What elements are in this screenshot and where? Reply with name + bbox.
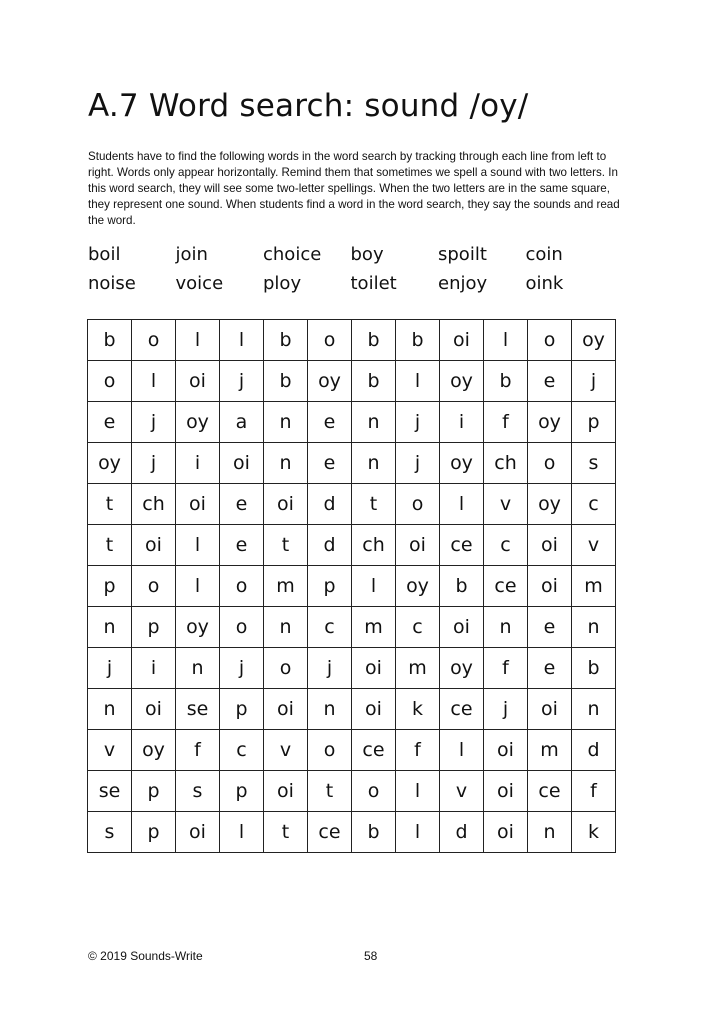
grid-cell: ce <box>308 812 352 853</box>
grid-cell: oi <box>352 689 396 730</box>
grid-cell: j <box>132 402 176 443</box>
grid-cell: l <box>396 812 440 853</box>
grid-cell: i <box>440 402 484 443</box>
grid-cell: s <box>572 443 616 484</box>
grid-row <box>88 443 616 484</box>
page-title: A.7 Word search: sound /oy/ <box>88 88 529 124</box>
grid-cell: oi <box>484 812 528 853</box>
grid-cell: oi <box>528 566 572 607</box>
grid-cell: oy <box>572 320 616 361</box>
grid-cell: c <box>396 607 440 648</box>
grid-cell: oi <box>528 525 572 566</box>
copyright-footer: © 2019 Sounds-Write <box>88 949 203 963</box>
word-list-item: toilet <box>350 273 397 294</box>
grid-cell: o <box>264 648 308 689</box>
grid-cell: oi <box>484 771 528 812</box>
grid-cell: se <box>88 771 132 812</box>
grid-row <box>88 484 616 525</box>
grid-cell: ch <box>352 525 396 566</box>
grid-cell: e <box>220 484 264 525</box>
grid-cell: j <box>220 361 264 402</box>
grid-cell: o <box>220 566 264 607</box>
grid-cell: n <box>572 689 616 730</box>
word-list-item: noise <box>88 273 136 294</box>
grid-row <box>88 648 616 689</box>
grid-cell: b <box>352 361 396 402</box>
grid-cell: d <box>572 730 616 771</box>
grid-cell: o <box>132 566 176 607</box>
grid-cell: oi <box>396 525 440 566</box>
grid-cell: ce <box>440 689 484 730</box>
word-list-item: oink <box>525 273 564 294</box>
grid-cell: oi <box>176 484 220 525</box>
grid-cell: oy <box>528 402 572 443</box>
grid-cell: f <box>396 730 440 771</box>
grid-cell: l <box>396 771 440 812</box>
grid-cell: p <box>132 812 176 853</box>
grid-row <box>88 730 616 771</box>
grid-cell: oy <box>308 361 352 402</box>
grid-cell: n <box>572 607 616 648</box>
grid-cell: j <box>396 443 440 484</box>
grid-cell: m <box>352 607 396 648</box>
word-list-item: coin <box>525 244 563 265</box>
grid-cell: b <box>352 320 396 361</box>
grid-cell: oy <box>440 361 484 402</box>
grid-cell: e <box>528 607 572 648</box>
grid-cell: l <box>440 484 484 525</box>
grid-cell: i <box>176 443 220 484</box>
grid-cell: k <box>572 812 616 853</box>
grid-cell: f <box>572 771 616 812</box>
grid-cell: j <box>572 361 616 402</box>
grid-cell: p <box>132 607 176 648</box>
grid-cell: oi <box>440 607 484 648</box>
grid-cell: l <box>176 525 220 566</box>
grid-cell: a <box>220 402 264 443</box>
page-number: 58 <box>364 949 378 963</box>
grid-cell: p <box>308 566 352 607</box>
grid-cell: o <box>308 320 352 361</box>
grid-cell: v <box>572 525 616 566</box>
grid-cell: o <box>308 730 352 771</box>
grid-cell: i <box>132 648 176 689</box>
grid-row <box>88 689 616 730</box>
grid-cell: b <box>440 566 484 607</box>
grid-cell: p <box>132 771 176 812</box>
grid-row <box>88 812 616 853</box>
grid-cell: p <box>220 689 264 730</box>
grid-cell: m <box>572 566 616 607</box>
grid-cell: e <box>528 361 572 402</box>
grid-cell: o <box>528 443 572 484</box>
grid-cell: e <box>528 648 572 689</box>
grid-cell: oi <box>264 689 308 730</box>
grid-row <box>88 771 616 812</box>
grid-cell: ce <box>484 566 528 607</box>
word-list-item: voice <box>175 273 224 294</box>
grid-cell: j <box>220 648 264 689</box>
grid-cell: v <box>440 771 484 812</box>
grid-cell: e <box>88 402 132 443</box>
grid-cell: d <box>308 484 352 525</box>
grid-cell: v <box>264 730 308 771</box>
grid-cell: l <box>132 361 176 402</box>
grid-cell: oy <box>396 566 440 607</box>
grid-cell: e <box>308 402 352 443</box>
grid-row <box>88 361 616 402</box>
grid-cell: e <box>308 443 352 484</box>
word-list-item: ploy <box>263 273 302 294</box>
grid-cell: t <box>308 771 352 812</box>
grid-cell: n <box>264 402 308 443</box>
word-list <box>88 243 628 296</box>
grid-cell: c <box>484 525 528 566</box>
word-list-item: spoilt <box>438 244 487 265</box>
grid-row <box>88 525 616 566</box>
grid-cell: ch <box>132 484 176 525</box>
grid-cell: e <box>220 525 264 566</box>
grid-cell: l <box>220 320 264 361</box>
grid-cell: b <box>264 361 308 402</box>
grid-cell: k <box>396 689 440 730</box>
grid-cell: s <box>176 771 220 812</box>
grid-cell: ch <box>484 443 528 484</box>
grid-row <box>88 402 616 443</box>
grid-cell: o <box>528 320 572 361</box>
grid-cell: l <box>176 320 220 361</box>
grid-cell: c <box>572 484 616 525</box>
grid-row <box>88 566 616 607</box>
grid-cell: f <box>176 730 220 771</box>
grid-cell: t <box>264 812 308 853</box>
grid-cell: l <box>484 320 528 361</box>
word-list-item: boy <box>350 244 384 265</box>
grid-cell: l <box>220 812 264 853</box>
grid-cell: n <box>176 648 220 689</box>
grid-cell: p <box>88 566 132 607</box>
grid-cell: oi <box>484 730 528 771</box>
grid-cell: oy <box>440 648 484 689</box>
grid-cell: oi <box>264 771 308 812</box>
grid-cell: o <box>352 771 396 812</box>
grid-cell: oy <box>88 443 132 484</box>
grid-row <box>88 320 616 361</box>
grid-cell: oi <box>352 648 396 689</box>
grid-cell: c <box>308 607 352 648</box>
grid-cell: m <box>264 566 308 607</box>
grid-cell: f <box>484 648 528 689</box>
grid-cell: n <box>484 607 528 648</box>
grid-cell: t <box>88 484 132 525</box>
grid-cell: o <box>132 320 176 361</box>
grid-cell: se <box>176 689 220 730</box>
grid-cell: oi <box>264 484 308 525</box>
grid-cell: b <box>88 320 132 361</box>
grid-cell: b <box>396 320 440 361</box>
grid-cell: oi <box>440 320 484 361</box>
grid-cell: oy <box>528 484 572 525</box>
grid-cell: oi <box>220 443 264 484</box>
grid-cell: l <box>176 566 220 607</box>
grid-cell: n <box>88 689 132 730</box>
grid-cell: n <box>308 689 352 730</box>
grid-cell: t <box>88 525 132 566</box>
grid-cell: v <box>88 730 132 771</box>
grid-cell: d <box>308 525 352 566</box>
grid-cell: n <box>264 607 308 648</box>
grid-cell: b <box>264 320 308 361</box>
grid-cell: oy <box>176 607 220 648</box>
instructions-paragraph: Students have to find the following words in the word search by tracking through each line from left to right. Words only appear horizontally. Remind them that sometimes we spell a sound with two letters. In this word search, they will see some two-letter spellings. When the two letters are in the same square, they represent one sound. When students find a word in the word search, they say the sounds and read the word. <box>88 150 620 227</box>
word-list-item: enjoy <box>438 273 488 294</box>
grid-cell: t <box>352 484 396 525</box>
grid-cell: n <box>88 607 132 648</box>
grid-cell: oi <box>528 689 572 730</box>
grid-cell: ce <box>352 730 396 771</box>
grid-cell: b <box>484 361 528 402</box>
grid-cell: ce <box>440 525 484 566</box>
grid-cell: oi <box>132 689 176 730</box>
grid-cell: j <box>132 443 176 484</box>
grid-cell: l <box>440 730 484 771</box>
word-list-item: join <box>175 244 208 265</box>
grid-cell: oi <box>176 361 220 402</box>
word-search-grid <box>87 319 616 853</box>
grid-cell: l <box>352 566 396 607</box>
grid-cell: j <box>484 689 528 730</box>
grid-cell: t <box>264 525 308 566</box>
grid-cell: n <box>352 443 396 484</box>
grid-cell: c <box>220 730 264 771</box>
grid-cell: p <box>572 402 616 443</box>
grid-cell: j <box>308 648 352 689</box>
grid-cell: j <box>88 648 132 689</box>
grid-cell: n <box>528 812 572 853</box>
grid-cell: p <box>220 771 264 812</box>
grid-cell: l <box>396 361 440 402</box>
word-list-item: choice <box>263 244 322 265</box>
grid-cell: oy <box>440 443 484 484</box>
grid-cell: m <box>528 730 572 771</box>
grid-cell: m <box>396 648 440 689</box>
grid-cell: o <box>396 484 440 525</box>
grid-cell: b <box>572 648 616 689</box>
grid-cell: oy <box>132 730 176 771</box>
grid-cell: o <box>220 607 264 648</box>
grid-cell: b <box>352 812 396 853</box>
grid-cell: oi <box>176 812 220 853</box>
grid-cell: oi <box>132 525 176 566</box>
grid-row <box>88 607 616 648</box>
grid-cell: v <box>484 484 528 525</box>
grid-cell: oy <box>176 402 220 443</box>
grid-cell: ce <box>528 771 572 812</box>
grid-cell: j <box>396 402 440 443</box>
grid-cell: s <box>88 812 132 853</box>
grid-cell: f <box>484 402 528 443</box>
word-list-item: boil <box>88 244 121 265</box>
grid-cell: n <box>352 402 396 443</box>
grid-cell: o <box>88 361 132 402</box>
grid-cell: n <box>264 443 308 484</box>
grid-cell: d <box>440 812 484 853</box>
